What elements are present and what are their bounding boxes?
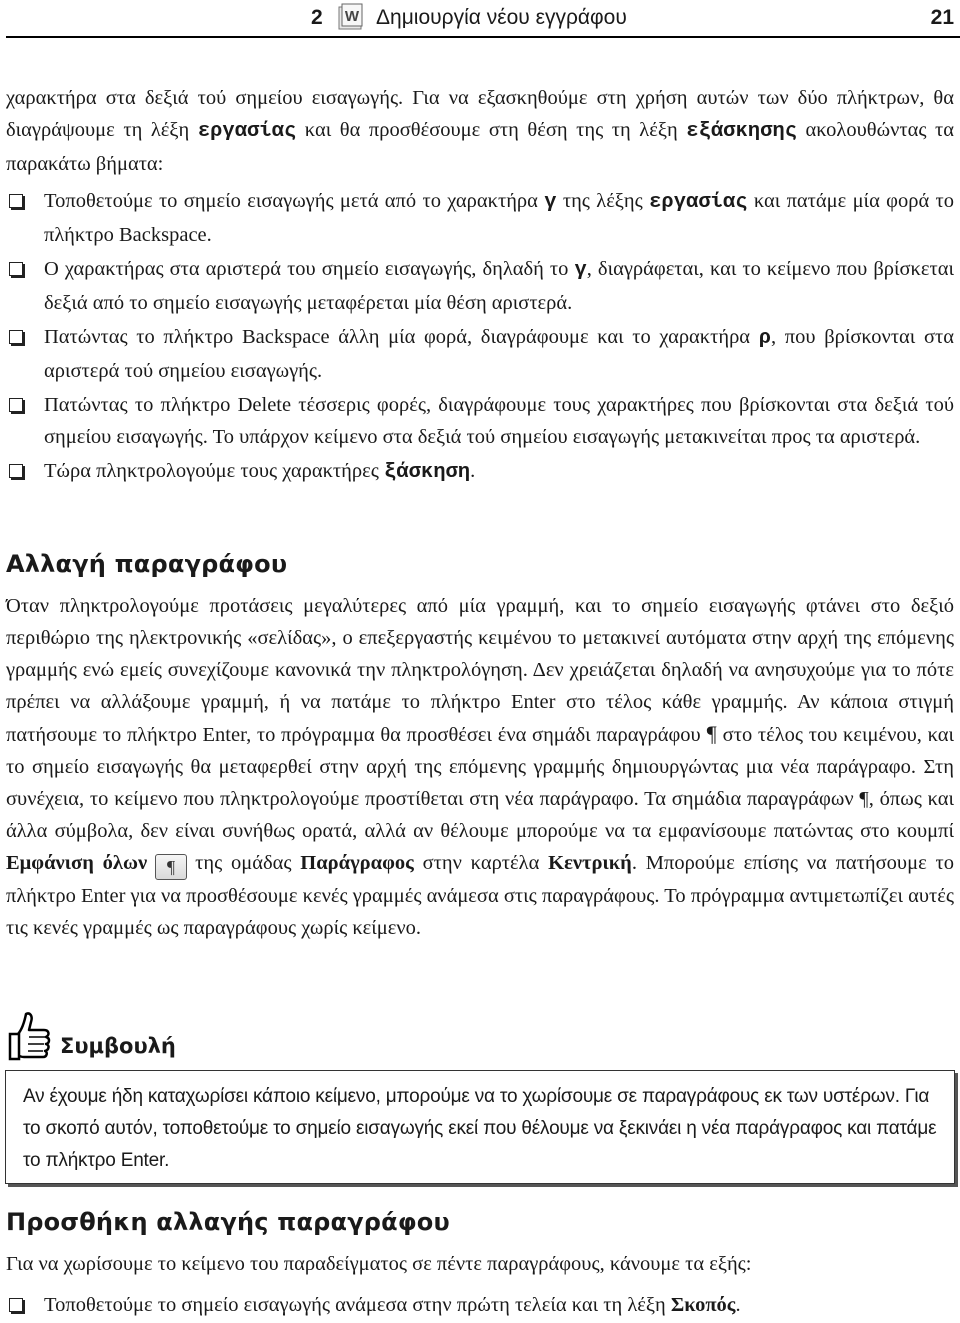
intro-paragraph bbox=[6, 82, 954, 180]
tab-name: Κεντρική bbox=[548, 852, 632, 874]
list-item bbox=[6, 185, 954, 251]
intro-text-1: χαρακτήρα στα δεξιά τού σημείου εισαγωγής. Για να εξασκηθούμε στη χρήση αυτών των δύο πλήκτρων, θα διαγράψουμε τη λέξη bbox=[6, 87, 954, 141]
word-icon bbox=[336, 2, 366, 32]
keyword-eksaskisis: εξάσκησης bbox=[686, 120, 797, 143]
keyword: εργασίας bbox=[649, 191, 748, 214]
checkbox-bullet-icon bbox=[9, 330, 23, 344]
step-text: Τοποθετούμε το σημείο εισαγωγής μετά από το χαρακτήρα bbox=[44, 190, 545, 212]
tip-box bbox=[5, 1070, 955, 1184]
show-all-button-icon: ¶ bbox=[155, 854, 187, 880]
step-text: και πατάμε μία φορά το πλήκτρο Backspace. bbox=[44, 190, 954, 246]
keyword-ergasias: εργασίας bbox=[197, 120, 297, 143]
pilcrow-inline-icon: ¶ bbox=[859, 788, 869, 810]
step-text: , που βρίσκονται στα αριστερά τού σημείου εισαγωγής. bbox=[44, 326, 954, 382]
pilcrow-icon: ¶ bbox=[706, 721, 717, 746]
thumbs-up-icon bbox=[8, 1010, 52, 1066]
chapter-title: Δημιουργία νέου εγγράφου bbox=[376, 6, 627, 29]
keyword: Σκοπός bbox=[670, 1294, 736, 1316]
list-item bbox=[6, 455, 954, 489]
checkbox-bullet-icon bbox=[9, 194, 23, 208]
step-text: της λέξης bbox=[556, 190, 650, 212]
checkbox-bullet-icon bbox=[9, 262, 23, 276]
para-text: , όπως και άλλα σύμβολα, δεν είναι συνήθως ορατά, αλλά αν θέλουμε μπορούμε να τα εμφανίσουμε πατώντας στο κουμπί bbox=[6, 788, 954, 842]
keyword: ρ bbox=[758, 327, 772, 350]
keyword: γ bbox=[544, 191, 557, 214]
section-heading-paragraph-break: Αλλαγή παραγράφου bbox=[6, 550, 288, 578]
step-text: Πατώντας το πλήκτρο Backspace άλλη μία φορά, διαγράφουμε και το χαρακτήρα bbox=[44, 326, 759, 348]
step-text: , διαγράφεται, και το κείμενο που βρίσκεται δεξιά από το σημείο εισαγωγής μεταφέρεται μία θέση αριστερά. bbox=[44, 258, 954, 314]
step-text: Τώρα πληκτρολογούμε τους χαρακτήρες bbox=[44, 460, 384, 482]
intro-text-3: ακολουθώντας τα παρακάτω βήματα: bbox=[6, 119, 954, 175]
tip-header bbox=[8, 1010, 188, 1070]
tip-label: Συμβουλή bbox=[60, 1034, 176, 1058]
tip-text: Αν έχουμε ήδη καταχωρίσει κάποιο κείμενο, μπορούμε να το χωρίσουμε σε παραγράφους εκ των υστέρων. Για το σκοπό αυτόν, τοποθετούμε το σημείο εισαγωγής εκεί που θέλουμε να ξεκινάει η νέα παράγραφος και πατάμε το πλήκτρο Enter. bbox=[23, 1086, 937, 1171]
button-name: Εμφάνιση όλων bbox=[6, 852, 148, 874]
step-text: Ο χαρακτήρας στα αριστερά του σημείο εισαγωγής, δηλαδή το bbox=[44, 258, 575, 280]
header-rule bbox=[6, 36, 960, 38]
steps-list-2 bbox=[6, 1289, 954, 1323]
step-text: . bbox=[470, 460, 476, 482]
para-text: στο τέλος του κειμένου, και το σημείο εισαγωγής θα μεταφερθεί στην αρχή της επόμενης γραμμής δημιουργώντας μια νέα παράγραφο. Στη συνέχεια, το κείμενο που πληκτρολογούμε προστίθεται στη νέα παράγραφο. Τα σημάδια παραγράφων bbox=[6, 724, 954, 810]
step-text: Πατώντας το πλήκτρο Delete τέσσερις φορές, διαγράφουμε τους χαρακτήρες που βρίσκονται στα δεξιά τού σημείου εισαγωγής. Το υπάρχον κείμενο στα δεξιά τού σημείου εισαγωγής μετακινείται προς τα αριστερά. bbox=[44, 394, 954, 448]
list-item bbox=[6, 389, 954, 453]
list-item bbox=[6, 321, 954, 387]
step-text: Τοποθετούμε το σημείο εισαγωγής ανάμεσα στην πρώτη τελεία και τη λέξη bbox=[44, 1294, 671, 1316]
running-header bbox=[0, 0, 960, 38]
list-item bbox=[6, 253, 954, 319]
para-text: της ομάδας bbox=[195, 852, 301, 874]
step-text: . bbox=[735, 1294, 741, 1316]
keyword: ξάσκηση bbox=[383, 461, 471, 484]
para-text: Όταν πληκτρολογούμε προτάσεις μεγαλύτερες από μία γραμμή, και το σημείο εισαγωγής φτάνει στο δεξιό περιθώριο της ηλεκτρονικής «σελίδας», ο επεξεργαστής κειμένου το μετακινεί αυτόματα στην αρχή της επόμενης γραμμής ενώ εμείς συνεχίζουμε κανονικά την πληκτρολόγηση. Δεν χρειάζεται δηλαδή να ανησυχούμε για το πότε πρέπει να αλλάξουμε γραμμή, ή να πατάμε το πλήκτρο Enter στο τέλος κάθε γραμμής. Αν κάποια στιγμή πατήσουμε το πλήκτρο Enter, το πρόγραμμα θα προσθέσει ένα σημάδι παραγράφου bbox=[6, 595, 954, 746]
para-text: στην καρτέλα bbox=[413, 852, 549, 874]
group-name: Παράγραφος bbox=[300, 852, 414, 874]
page-number: 21 bbox=[930, 6, 954, 29]
steps-list bbox=[6, 185, 954, 491]
checkbox-bullet-icon bbox=[9, 464, 23, 478]
section-heading-add-paragraph-break: Προσθήκη αλλαγής παραγράφου bbox=[6, 1208, 450, 1236]
section-paragraph bbox=[6, 590, 954, 944]
svg-text:W: W bbox=[344, 8, 360, 25]
para-text: . Μπορούμε επίσης να πατήσουμε το πλήκτρο Enter για να προσθέσουμε κενές γραμμές ανάμεσα στις παραγράφους. Το πρόγραμμα αντιμετωπίζει αυτές τις κενές γραμμές ως παραγράφους χωρίς κείμενο. bbox=[6, 852, 954, 939]
intro-text-2: και θα προσθέσουμε στη θέση της τη λέξη bbox=[296, 119, 687, 141]
keyword: γ bbox=[574, 259, 587, 282]
checkbox-bullet-icon bbox=[9, 1298, 23, 1312]
list-item bbox=[6, 1289, 954, 1321]
section2-intro: Για να χωρίσουμε το κείμενο του παραδείγματος σε πέντε παραγράφους, κάνουμε τα εξής: bbox=[6, 1253, 752, 1275]
checkbox-bullet-icon bbox=[9, 398, 23, 412]
chapter-number: 2 bbox=[311, 6, 323, 29]
